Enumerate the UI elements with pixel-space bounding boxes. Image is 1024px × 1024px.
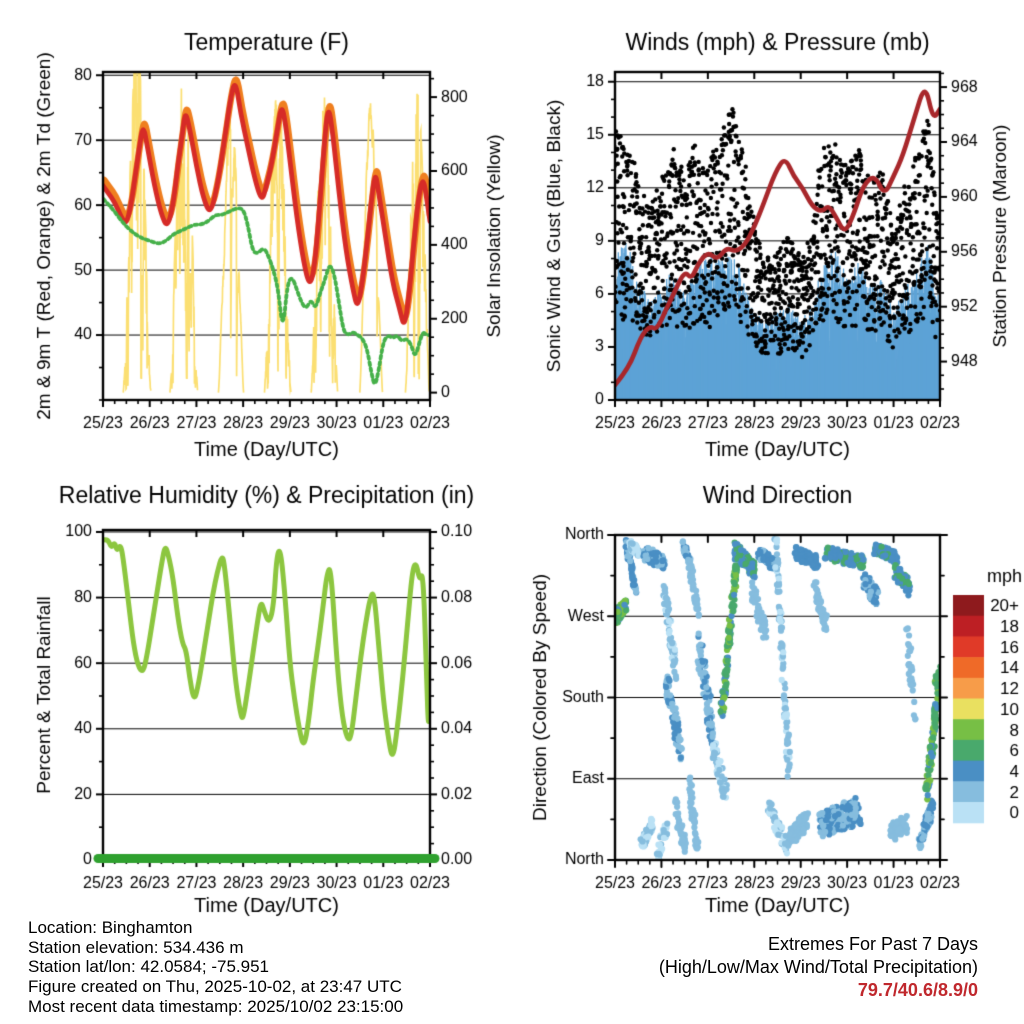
station-location: Location: Binghamton [28,918,193,937]
extremes-values: 79.7/40.6/8.9/0 [857,980,978,1000]
extremes-block [659,933,978,1002]
extremes-subtitle: (High/Low/Max Wind/Total Precipitation) [658,956,978,977]
figure-created-timestamp: Figure created on Thu, 2025-10-02, at 23:47 UTC [28,977,402,997]
station-latlon: Station lat/lon: 42.0584; -75.951 [28,957,270,977]
station-info-block [28,918,403,1017]
most-recent-data-timestamp: Most recent data timestamp: 2025/10/02 23:15:00 [28,996,404,1016]
station-elevation: Station elevation: 534.436 m [28,937,244,957]
extremes-title: Extremes For Past 7 Days [767,934,978,954]
